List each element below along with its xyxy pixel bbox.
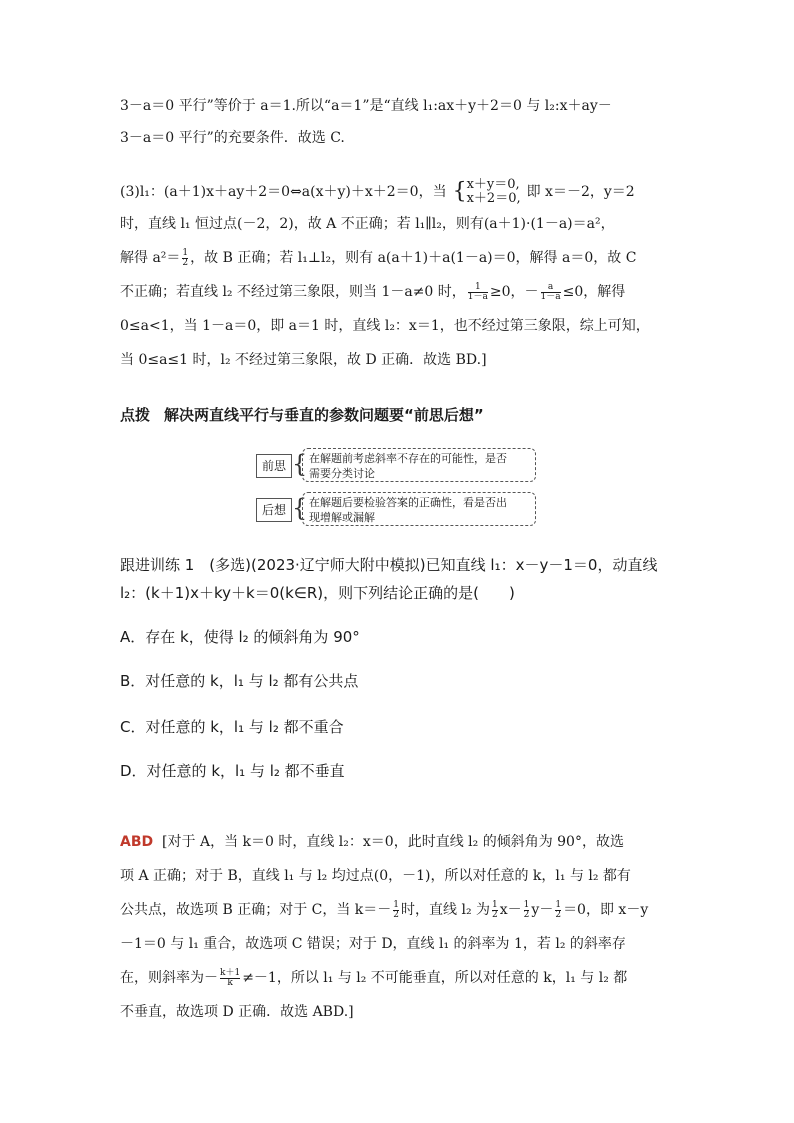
- fraction: [468, 283, 488, 302]
- text-line: 3－a＝0 平行”的充要条件．故选 C.: [120, 130, 345, 146]
- text-segment: (3)l₁：(a＋1)x＋ay＋2＝0⇔a(x＋y)＋x＋2＝0，当: [120, 184, 447, 200]
- brace-icon: {: [292, 494, 308, 522]
- fraction-num: 1: [523, 899, 530, 910]
- fraction-num: 1: [393, 899, 400, 910]
- text-segment: 公共点，故选项 B 正确；对于 C，当 k＝－: [120, 902, 392, 918]
- fraction: [393, 901, 399, 920]
- fraction-num: a: [541, 283, 561, 293]
- text-segment: ≤0，解得: [562, 284, 626, 300]
- fraction-num: 1: [555, 899, 562, 910]
- text-segment: 在，则斜率为－: [120, 970, 218, 986]
- option-a: A．存在 k，使得 l₂ 的倾斜角为 90°: [120, 628, 360, 646]
- text-segment: ≥0，－: [489, 284, 539, 300]
- fraction: [524, 901, 530, 920]
- fraction-den: 2: [555, 909, 562, 920]
- fraction-num: 1: [492, 899, 498, 910]
- fraction-num: 1: [468, 283, 488, 293]
- note-line: 现增解或漏解: [309, 511, 375, 524]
- equation-1: x＋y＝0,: [466, 177, 520, 192]
- answer-line: [120, 968, 627, 988]
- text-segment: ＝0，即 x－y: [563, 902, 649, 918]
- text-line: 当 0≤a≤1 时，l₂ 不经过第三象限，故 D 正确．故选 BD.]: [120, 352, 487, 368]
- option-c: C．对任意的 k，l₁ 与 l₂ 都不重合: [120, 718, 344, 736]
- fraction: [555, 901, 561, 920]
- tip-heading: [120, 404, 484, 425]
- note-line: 在解题前考虑斜率不存在的可能性，是否: [309, 452, 507, 465]
- text-segment: [对于 A，当 k＝0 时，直线 l₂：x＝0，此时直线 l₂ 的倾斜角为 90°，故选: [162, 834, 624, 850]
- answer-line: 不垂直，故选项 D 正确．故选 ABD.]: [120, 1004, 354, 1020]
- fraction-den: 1－a: [467, 291, 488, 302]
- tag-after: 后想: [256, 498, 292, 522]
- fraction-den: 2: [393, 909, 400, 920]
- fraction: [182, 249, 188, 268]
- text-line: 0≤a<1，当 1－a＝0，即 a＝1 时，直线 l₂：x＝1，也不经过第三象限，综上可知，: [120, 318, 650, 334]
- text-segment: y－: [531, 902, 554, 918]
- equation-2: x＋2＝0,: [466, 191, 521, 206]
- tip-title: 解决两直线平行与垂直的参数问题要“前思后想”: [164, 406, 484, 424]
- text-segment: 即 x＝－2，y＝2: [526, 184, 635, 200]
- brace-icon: {: [292, 450, 308, 478]
- answer-key: ABD: [120, 834, 154, 850]
- option-d: D．对任意的 k，l₁ 与 l₂ 都不垂直: [120, 762, 345, 780]
- tip-diagram: [256, 448, 546, 534]
- text-line: [120, 248, 636, 268]
- fraction-den: 2: [492, 909, 498, 920]
- option-b: B．对任意的 k，l₁ 与 l₂ 都有公共点: [120, 672, 359, 690]
- answer-line: [120, 900, 648, 920]
- note-line: 需要分类讨论: [309, 467, 375, 480]
- equation-system: { x＋y＝0, x＋2＝0,: [452, 177, 521, 206]
- answer-line: 项 A 正确；对于 B，直线 l₁ 与 l₂ 均过点(0，－1)，所以对任意的 k，l₁ 与 l₂ 都有: [120, 868, 631, 884]
- tag-before: 前思: [256, 454, 292, 478]
- fraction: [220, 969, 240, 988]
- text-segment: ≠－1，所以 l₁ 与 l₂ 不可能垂直，所以对任意的 k，l₁ 与 l₂ 都: [242, 970, 628, 986]
- answer-line: [120, 832, 624, 852]
- question-line: 跟进训练 1 (多选)(2023·辽宁师大附中模拟)已知直线 l₁：x－y－1＝0，动直线: [120, 556, 658, 574]
- note-line: 在解题后要检验答案的正确性，看是否出: [309, 496, 507, 509]
- fraction-den: 2: [182, 257, 189, 268]
- fraction-num: 1: [182, 247, 189, 258]
- text-segment: x－: [499, 902, 522, 918]
- note-after: [302, 492, 536, 526]
- fraction-den: k: [227, 977, 233, 988]
- note-before: [302, 448, 536, 482]
- fraction-num: k＋1: [220, 967, 241, 978]
- text-segment: 解得 a²＝: [120, 250, 181, 266]
- text-segment: ，故 B 正确；若 l₁⊥l₂，则有 a(a＋1)＋a(1－a)＝0，解得 a＝0，故 C: [190, 250, 637, 266]
- fraction-den: 1－a: [540, 291, 561, 302]
- text-line: 3－a＝0 平行”等价于 a＝1.所以“a＝1”是“直线 l₁:ax＋y＋2＝0 与 l₂:x＋ay－: [120, 98, 612, 114]
- fraction: [541, 283, 561, 302]
- text-segment: 不正确；若直线 l₂ 不经过第三象限，则当 1－a≠0 时，: [120, 284, 466, 300]
- fraction: [492, 901, 498, 920]
- text-segment: 时，直线 l₂ 为: [401, 902, 491, 918]
- text-line: [120, 282, 625, 302]
- answer-line: －1＝0 与 l₁ 重合，故选项 C 错误；对于 D，直线 l₁ 的斜率为 1，若 l₂ 的斜率存: [120, 936, 626, 952]
- text-line: 时，直线 l₁ 恒过点(－2，2)，故 A 不正确；若 l₁∥l₂，则有(a＋1)·(1－a)＝a²，: [120, 216, 615, 232]
- fraction-den: 2: [523, 909, 530, 920]
- tip-label: 点拨: [120, 406, 151, 424]
- text-line: [120, 178, 635, 206]
- question-line: l₂：(k＋1)x＋ky＋k＝0(k∈R)，则下列结论正确的是( ): [120, 584, 515, 602]
